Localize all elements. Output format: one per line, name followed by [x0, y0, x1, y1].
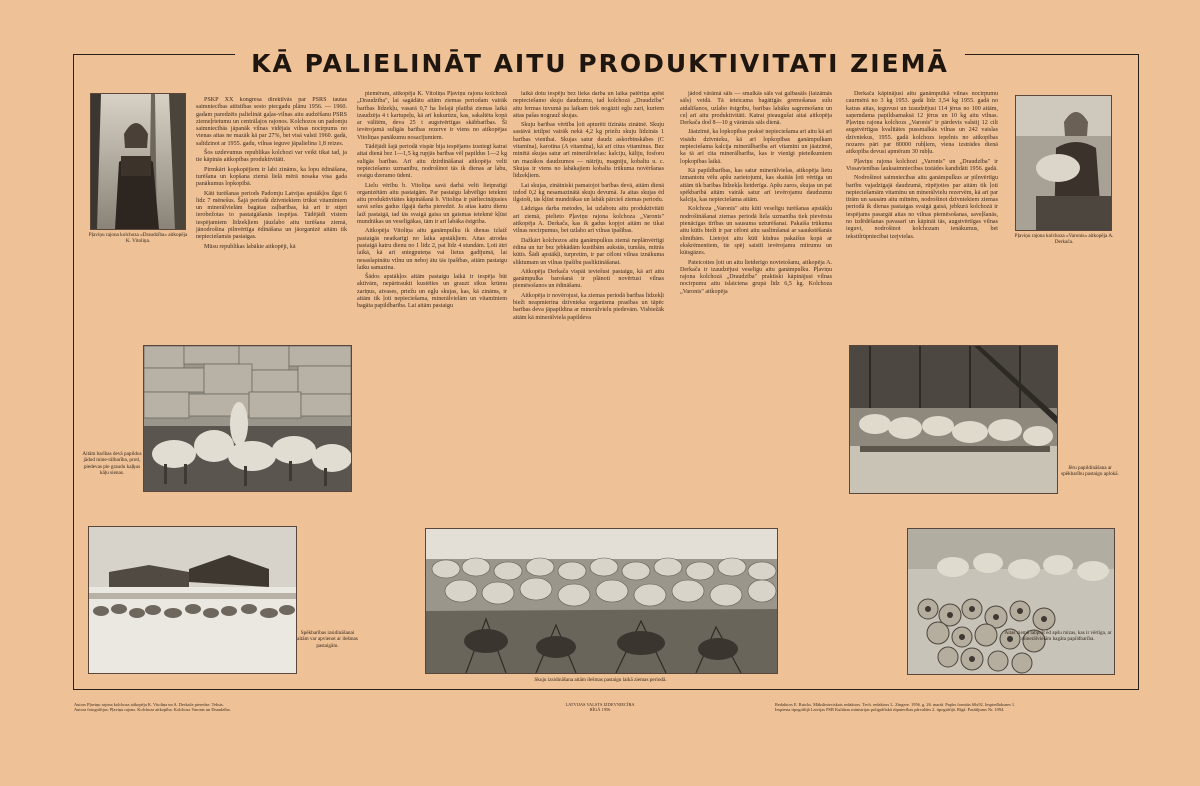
paragraph: PSKP XX kongresa direktīvās par PSRS tautas saimniecības attīstības sesto piecgadu plānu 1956. — 1960. gadam paredzēts palielināt gaļas-vilnas aitu audzēšanu PSRS ziemeļrietumu un centrālajos rajonos. Kolchozos un padomju saimniecībās jāpanāk vilnas vidējais vilnas nocirpums no vienas aitas ne mazāk kā par 27%, bet visā valstī 1960. gadā, salīdzinot ar 1955. gadu, vilnas ieguve jāpalielina 1,8 reizes.: [196, 97, 347, 147]
poster-title-wrap: [0, 49, 1200, 78]
paragraph: Lielu vērību b. Vitoliņa savā darbā velti lietpratīgi organizētām aitu pastaigām. Par pastaigu labvēlīgo ietekmi aitu produktivitātes kāpināšanā b. Vitoliņa ir pārliecinājusies savā sešus gadus ilgajā darba pieredzē. Ja aitas katru dienu laiž pastaigā, tad tās svaigā gaisa un gaismas ietekmē kļūst mundrākas un veselīgākas, tām ir arī labāka ēstgriba.: [357, 182, 507, 226]
photo-sheep-winter-yard: [88, 526, 297, 674]
paragraph: jādod vārāmā sāls — smalkās sāls vai galbasāls (laizāmās sāls) veidā. Tā ieteicama bagātīgās gremošanas sulu atdalīšanos, uzlabo ēstgribu, barības labāku sagremošanu un ceļ arī aitu produktivitāti. Katrai pieaugušai aitai aitkopēja Derkača dod 8—10 g vārāmās sāls dienā.: [680, 91, 832, 127]
text-column-1: [196, 97, 347, 327]
paragraph: Aitkopēja Derkača vispāi ieviešusi pastaigu, kā arī aitu ganāmpulka barošanā ir plānoti novērtusi vilnas piemēsošanos un ēdināšanu.: [513, 268, 664, 290]
caption-mid-left: Aitām barības devā papildus jādod mine-rālbarība, proti, piedevas pie graudu kaļķus kāļu sienas.: [82, 451, 142, 477]
sheep-on-logs-illustration: [908, 529, 1114, 674]
paragraph: Mūsu republikas labākie aitkopēji, kā: [204, 243, 296, 250]
paragraph: Skuju barības vērtība ļoti apturēti tīzināta zinātnē. Skuju sastāvā ietilpst vairāk nekā 4,2 kg priežu skuju līdzinās 1 barības vienībai. Skujas satur daudz askorbīnskābes (C vitamīna), karotīna (A vitamīna), kā arī citus vitamīnus. Bez minētā skujas satur arī minerālvielas: kalciju, kāliju, fosforu un mazākos daudzumos — nātriju, magniju, kobaltu u. c. Skujas ir viens no labākajiem kobalta trūkuma novēršanas līdzekļiem.: [513, 122, 664, 180]
woman-with-lamb-illustration: [1016, 96, 1111, 230]
paragraph: Tādējādi šajā periodā vispār bija iespējams izsniegt katrai aitai dienā bez 1—1,5 kg rupjās barības vēl papildus 1—2 kg sulīgās barības. Arī aitu dzirdināšanai aitkopēja velti nepieciešamo uzmanību, nodrošinot tās ik dienas ar labu, svaigu dzeramo ūdeni.: [357, 144, 507, 180]
caption-top-right: Pļaviņu rajona kolchoza «Varonis» aitkopēja A. Derkača.: [1014, 233, 1114, 246]
text-column-3: [513, 91, 664, 526]
footer-right: [775, 702, 1135, 713]
photo-sheep-on-logs: [907, 528, 1115, 675]
paragraph: Aitkopēja Vitoliņa aitu ganāmpulku ik dienas izlaiž pastaigās neatkarīgi no laika apstākļiem. Aitas atrodas pastaigā katru dienu no 1 līdz 2, pat līdz 4 stundām. Ļoti ātri laikā, kā arī sniegputeņa vai lietus gadījumā, lai nesaslapinātu vilnu un neboj ātu tās īpašības, aitām pastaigu laiku samazina.: [357, 228, 507, 271]
caption-bottom-center: Skuju izsidināšana aitām ilešmas pastaigu laikā ziemas periodā.: [534, 677, 667, 683]
caption-top-left: Pļaviņu rajona kolchoza «Draudzība» aitkopēja K. Vitoliņa.: [88, 232, 188, 245]
paragraph: Dažkārt kolchozos aitu ganāmpulkus ziemā neplānvērtīgi ēdina un tur bez jebkādām kustībām aukstās, tumšās, mitrās kūtīs. Šādi apstākļi, turpretim, ir par cēloni vilnas iznākuma sliktumam un vilnas īpašību pasliktināšanai.: [513, 237, 664, 266]
photo-aitkopeja-vitolina: [90, 93, 186, 230]
footer-publisher: LATVIJAS VALSTS IZDEVNIECĪBA: [565, 702, 635, 707]
footer-place-year: RĪGĀ 1956: [589, 707, 611, 713]
sheep-stone-wall-illustration: [144, 346, 351, 491]
paragraph: laikā dotu iespēju bez lieka darba un laika patēriņa apēst nepieciešamo skuju daudzumu, tad kolchozā „Draudzība" aitu fermas tuvumā pa laikam tiek nogāzti egļu zari, kuriem aitas pašas nograuž skujas.: [513, 91, 664, 119]
paragraph: Nodrošinot saimniecības aitu ganāmpulkus ar pilnvērtīgu barību vajadzīgajā daudzumā, rūpējoties par aitām tik ļoti nepieciešamām vitamīnu un minerālvielu rezervēm, kā arī par tīrām un sausām aitu mītnēm, nodrošinot dzīvniekiem ziemas periodā ik dienas pastaigas svaigā gaisā, jebkurā kolchozā ir iespējams pasargāt aitas no vilnas piemēsošanas, saveļšanās, no izdēdēšanas pavasarī un kāpināt tās, augstvērtīgas vilnas ieguvi, nodrošinot kolchozam ienākumus, bet tekstilrūpniecībai izejvielas.: [846, 175, 998, 240]
paragraph: Lai skujas, zinātniski pamatojot barības devā, aitām dienā izdod 0,2 kg nesamazinātā skuju devumā. Ja aitas skujas ēd ilgstoši, tās kļūst mundrākas un labāk pārcieš ziemas periodu.: [513, 182, 664, 204]
paragraph: Kolchoza „Varonis" aitu kūti veselīgu turēšanas apstākļu nodrošināšanai ziemas periodā liela uzmanība tiek pievērsta pienācīgas tīrības un sausuma uzturēšanai. Pakaiša trūkuma aitu kūtīs bieži ir par cēloni aitu saslimšanai ar saaukstēšanās slimībām. Lietojot aitu kūtī kūdras pakaišus kopā ar ekskrēmentiem, tie spēj saistīt ievērojamu mitrumu un kūtsgāzes.: [680, 206, 832, 257]
text-column-5: [846, 91, 998, 331]
caption-bottom-left: Spēkbarības izsidināšanai aitām var apvienot ar ilešmas pastaigām.: [297, 630, 358, 649]
paragraph: Pļaviņu rajona kolchozi „Varonis" un „Draudzība" ir Vissavienības lauksaimniecības izstādes kandidāti 1956. gadā.: [846, 158, 998, 172]
paragraph: Pirmkārt kopkopējiem ir labi zināms, ka lopu ēdināšana, turēšana un kopšana ziemā lielā mērā nosaka visa gada panākumus lopkopībā.: [196, 166, 347, 188]
winter-yard-illustration: [89, 527, 296, 673]
footer-center: [520, 702, 680, 713]
photo-lambs-feeding: [849, 345, 1058, 494]
footer-right-line-1: Redaktors E. Ruicks. Mākslinieciskais redaktors. Tech. redaktors L. Zingere. 1956. g. 26. martā. Papīrs formāts 60x92. Iespiedloksnes 1.: [775, 702, 1016, 707]
photo-sheep-by-stone-wall: [143, 345, 352, 492]
paragraph: piemēram, aitkopēja K. Vitoliņa Pļaviņu rajona kolchozā „Draudzība", lai sagādātu aitām ziemas periodam vairāk barības līdzekļu, vasarā 0,7 ha lielajā platībā ziemas laikā izaudzēja 4 t kartupeļu, kā arī kukurūzu, kas, sakaltēta kopā ar vālītēm, deva 25 t augstvērtīgas skābbarības. Šī ievērojamā sulīgās barības rezerve ir viens no aitkopējas Vitoliņas panākumu nosacījumiem.: [357, 91, 507, 141]
paragraph: Kā papildbarības, kas satur minerālvielas, aitkopēja lietu izmantotu vēlu apšu zarietojumi, kas skaitās ļoti vērtīga un aitām tik barības līdzekļa lietderīga. Apšu zaros, skujas un pat spēkbarībā aitām vairāk satur arī ievērojamu daudzumu kalcija, kas nepieciešama aitām.: [680, 167, 832, 204]
text-column-4: [680, 91, 832, 526]
poster-title: KĀ PALIELINĀT AITU PRODUKTIVITATI ZIEMĀ: [235, 49, 965, 78]
paragraph: Jāatzīmē, ka lopkopības praksē nepieciešama arī aitu kā arī visādu dzīvnieku, kā arī lopkopības ganāmpulkam nepieciešama kalcija minerālbarība arī vitamīni un jāatzīmē, ka tā arī cita minerālbarība, kas ir vienīgi pieteikumiem lopkopības laikā.: [680, 129, 832, 165]
paragraph: Lādzigas darba metodes, lai uzlabotu aitu produktivitāti arī ziemā, pielieto Pļaviņu rajona kolchoza „Varonis" aitkopēja A. Derkača, kas ik gadus kopjot aitām ne tikai vilnas nocirpumus, bet uzlabo arī vilnas īpašības.: [513, 206, 664, 235]
paragraph: Pateicoties ļoti un aitu lietderīgo novietošanu, aitkopēja A. Derkača ir izaudzējusi veselīgu aitu ganāmpulku. Pļaviņu rajona kolchozā „Draudzība" praktiski kāpinājusi vilnas nocirpumu aitu īslaiciena grupā līdz 6,5 kg. Kolchoza „Varonis" aitkopēja: [680, 259, 832, 295]
paragraph: Kāti turēšanas periods Padomju Latvijas apstākļos ilgst 6 līdz 7 mēnešus. Šajā periodā dzīvniekiem trūkst vitamīniem un minerālvielām bagātas zaļbarības, kā arī ir stipri ierobežotas to pastaigāšanās iespējas. Tādējādi visiem iespējamiem līdzekļiem jāuzlabo aitu turēšana ziemā, jānodrošina pilnvērtīga ēdināšana un jāorganizē aitām tik nepieciešamās pastaigas.: [196, 190, 347, 241]
footer-right-line-2: Iespiesta tipogrāfijā Latvijas PSR Kultūras ministrijas poligrāfiskā rūpniecības pārvaldes 2. tipogrāfijā. Rīgā. Pasūtījums Nr. 1094.: [775, 707, 1005, 713]
text-column-2: [357, 91, 507, 526]
paragraph: Aitkopēja ir novērojusi, ka ziemas periodā barības līdzekļi bieži neapmierina dzīvnieka organisma prasības un tāpēc barības deva jāpapildina ar minerālvielu piedevām. Visbiežāk aitām kā minerālviela papildeva: [513, 292, 664, 321]
lambs-feeding-illustration: [850, 346, 1057, 493]
paragraph: Šos uzdevumus republikas kolchozi var veikt tikai tad, ja tie kāpinās aitkopības produktivitāti.: [196, 150, 347, 164]
woman-portrait-illustration: [91, 94, 185, 229]
photo-aitkopeja-derkaca: [1015, 95, 1112, 231]
caption-mid-right: Jēru papildināšana ar spēkbarību pastaigu aplokā.: [1061, 465, 1119, 478]
paragraph: Šādos apstākļos aitām pastaigu laikā ir iespēja būt aktīvām, nepārtraukti kustēties un grauzt sīkus krūmu zariņus, atvases, priežu un egļu skujas, kas, kā zināms, ir aitām tik ļoti nepieciešama, minerālvielām un vitamīniem bagāta papildbarība. Lai aitām pastaigu: [357, 274, 507, 310]
photo-flock-in-forest: [425, 528, 778, 674]
footer-left-line-2: Autora fotogrāfijas: Pļaviņu rajons. Kolchoza aitkopība. Kolchozs Varonis un Draudzība.: [74, 707, 231, 713]
flock-in-forest-illustration: [426, 529, 777, 673]
caption-bottom-right: Aitas ziemā labprāt ēd apšu mizas, kas ir vērtīga, ar minerālvielām bagāta papildbarība.: [1004, 630, 1112, 643]
footer-left: [74, 702, 324, 713]
paragraph: Derkača kāpinājusi aitu ganāmpulkā vilnas nocirpumu caurmērā no 3 kg 1953. gadā līdz 3,54 kg 1955. gadā no katras aitas, ieguvusi un izaudzējusi 114 jērus no 100 aitām, saņemdama papildsamaksā 12 jērus un 10 kg aitu vilnas. Pļaviņu rajona kolchozs „Varonis" ir pārdevis valstij 12 cilt augstvērtīgas kvalitātes pussmalkās vilnas un 242 vaislas dzīvniekus, 1955. gadā kolchozs iepelnis no aitkopības nozares pāri par 80000 rubļiem, viena izstrādes dienā aitkopība devusi apmēram 30 rubļu.: [846, 91, 998, 156]
footer-left-line-1: Autors Pļaviņu rajona kolchoza aitkopēja K. Vitoliņa un A. Derkača pieredze. Teksts.: [74, 702, 224, 707]
